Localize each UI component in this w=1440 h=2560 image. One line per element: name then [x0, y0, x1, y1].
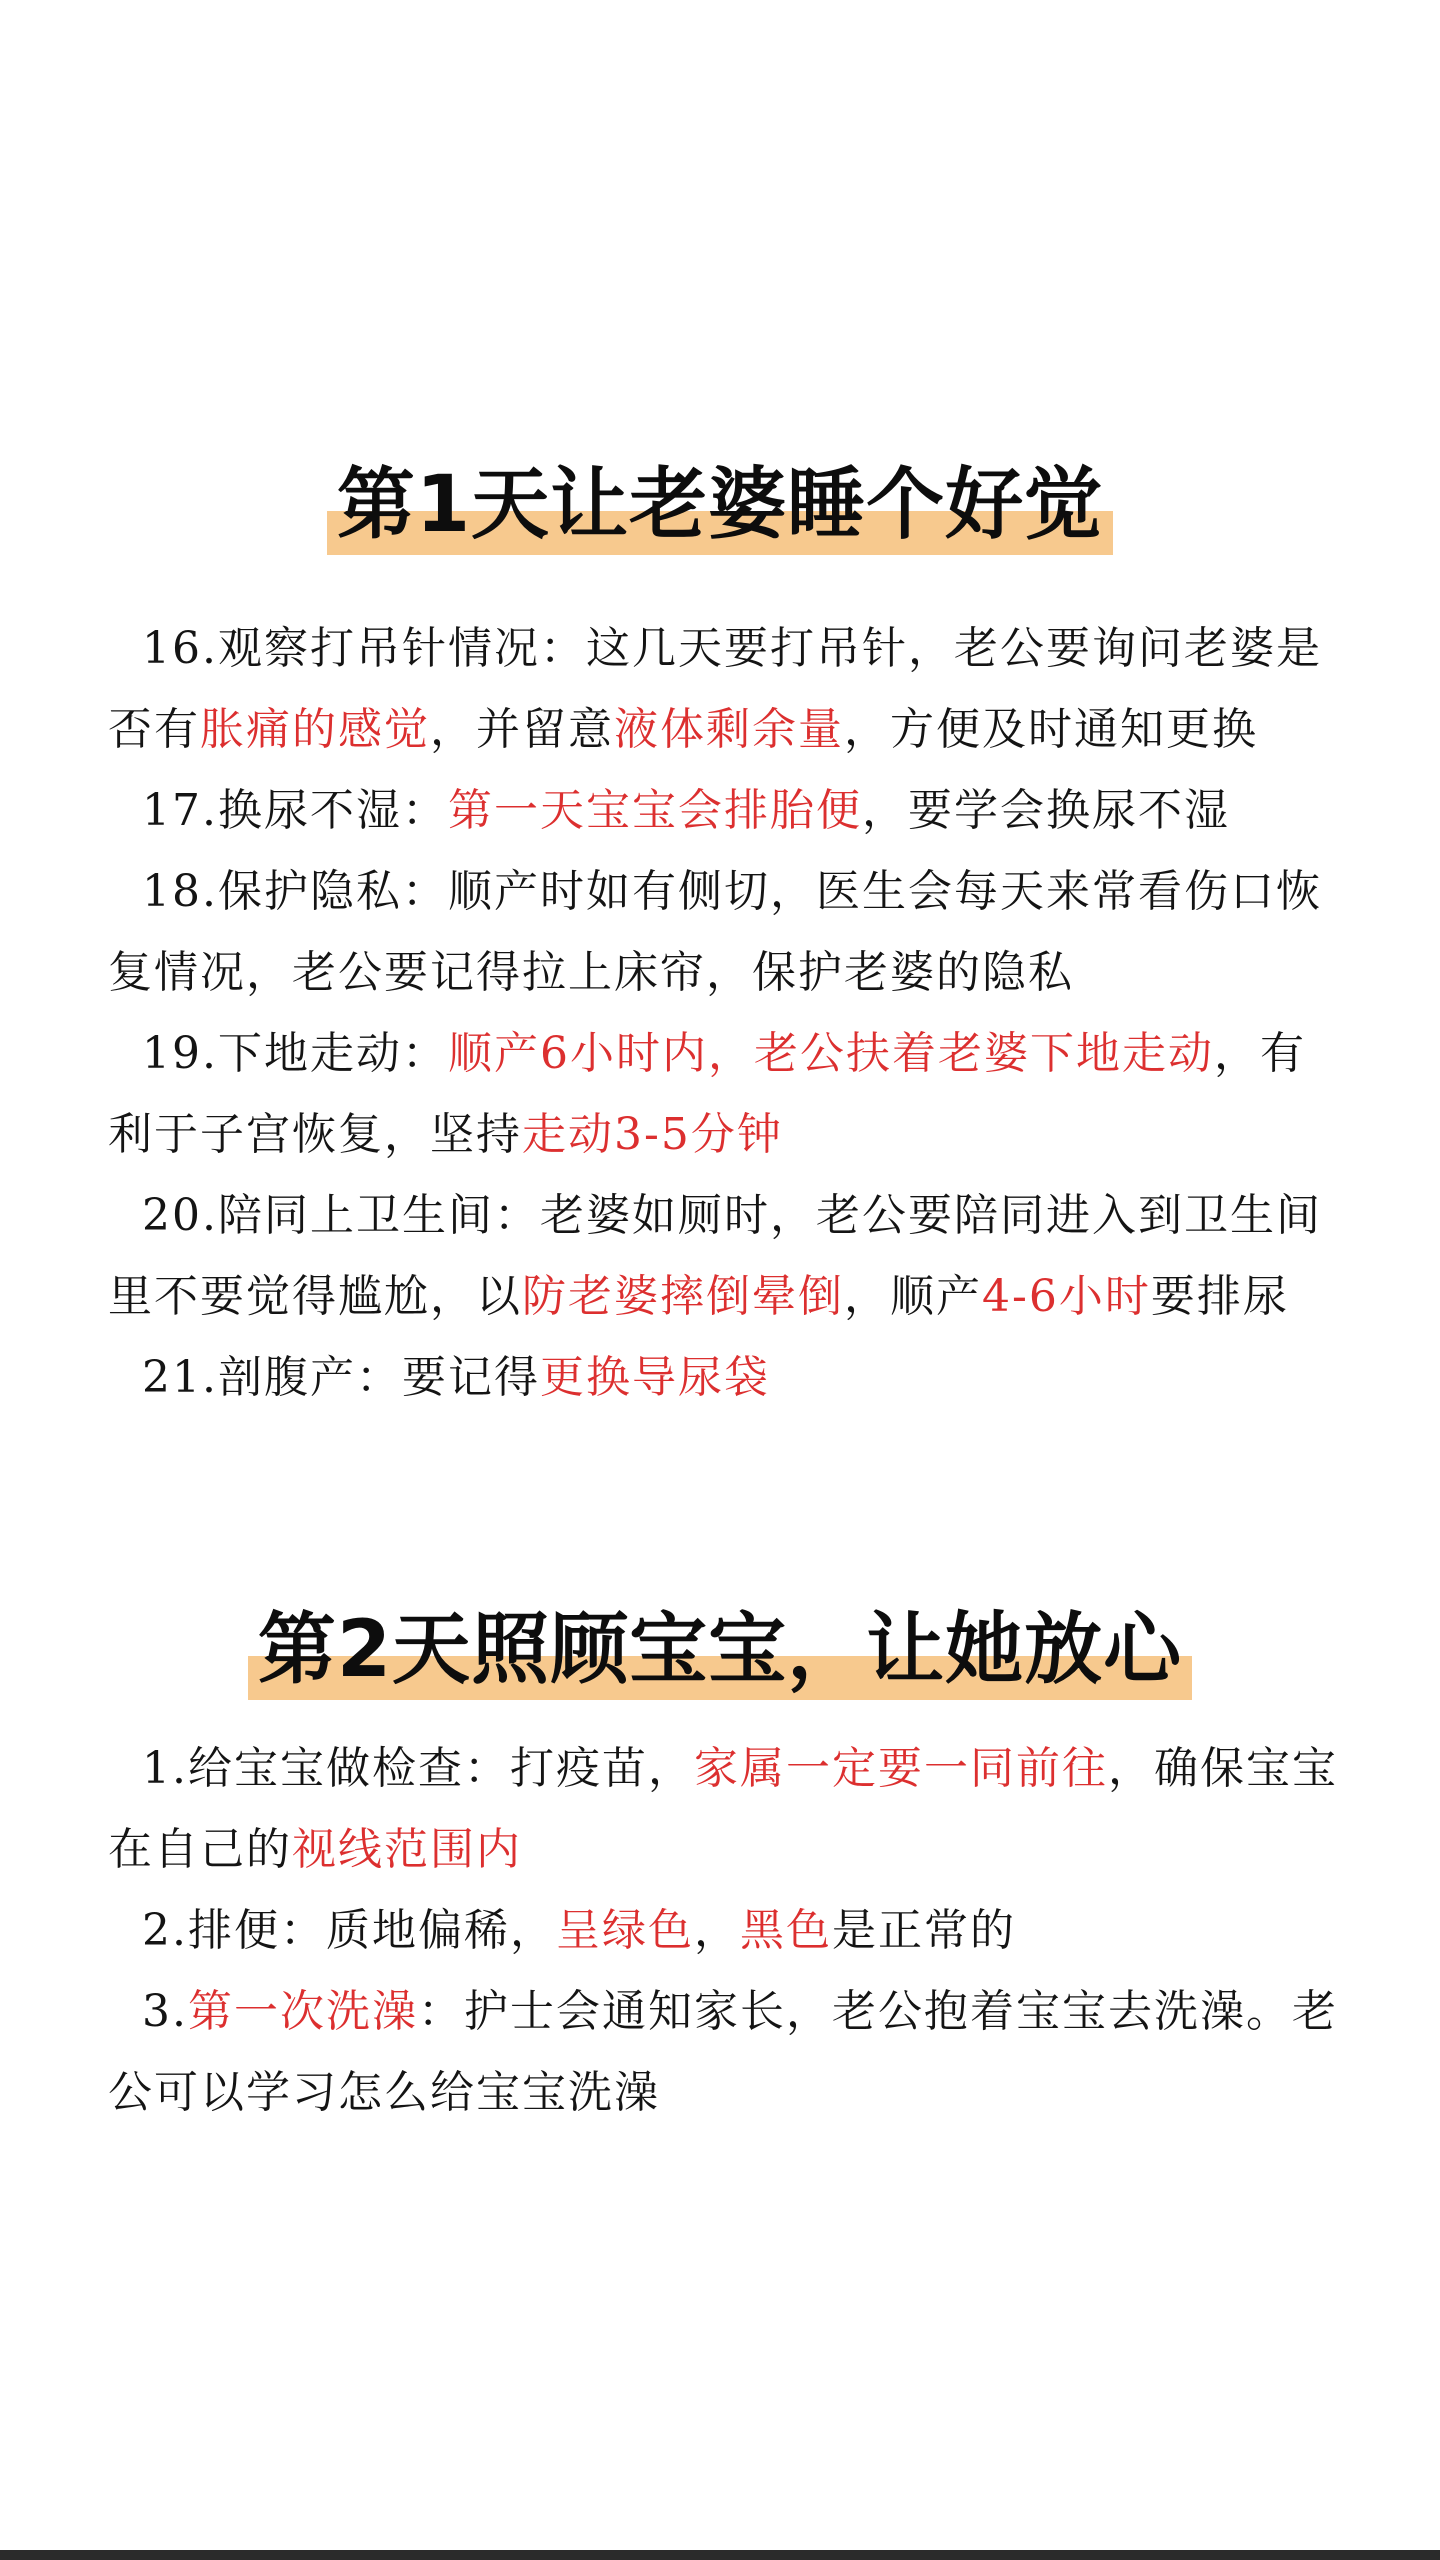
body-text: 20.陪同上卫生间：老婆如厕时，老公要陪同进入到卫生间里不要觉得尴尬，以 [108, 1190, 1322, 1322]
bottom-divider [0, 2550, 1440, 2560]
list-item [108, 1728, 1348, 1890]
body-text: 18.保护隐私：顺产时如有侧切，医生会每天来常看伤口恢复情况，老公要记得拉上床帘，保护老婆的隐私 [108, 866, 1322, 998]
highlighted-text: 第一天宝宝会排胎便 [447, 785, 862, 836]
body-text: ，有利于子宫恢复，坚持 [108, 1028, 1306, 1160]
highlighted-text: 走动3-5分钟 [522, 1109, 783, 1160]
body-text: ，方便及时通知更换 [844, 704, 1258, 755]
body-text: 要排尿 [1150, 1271, 1289, 1322]
list-item [108, 1337, 1348, 1418]
highlighted-text: 胀痛的感觉 [200, 704, 430, 755]
day2-list [108, 1728, 1348, 2133]
list-item [108, 851, 1348, 1013]
list-item [108, 608, 1348, 770]
highlighted-text: 黑色 [739, 1905, 832, 1956]
body-text: 16.观察打吊针情况：这几天要打吊针，老公要询问老婆是否有 [108, 623, 1322, 755]
body-text: ，确保宝宝在自己的 [108, 1743, 1338, 1875]
body-text: 17.换尿不湿： [142, 785, 448, 836]
list-item [108, 1013, 1348, 1175]
highlighted-text: 视线范围内 [292, 1824, 522, 1875]
list-item [108, 770, 1348, 851]
highlighted-text: 家属一定要一同前往 [693, 1743, 1108, 1794]
day1-heading-wrap [0, 455, 1440, 555]
highlighted-text: 顺产6小时内，老公扶着老婆下地走动 [447, 1028, 1214, 1079]
day2-heading-wrap [0, 1600, 1440, 1700]
list-item [108, 1890, 1348, 1971]
highlighted-text: 防老婆摔倒晕倒 [522, 1271, 844, 1322]
day1-list [108, 608, 1348, 1418]
body-text: ， [693, 1905, 740, 1956]
body-text: 3. [142, 1986, 188, 2037]
day1-heading [327, 455, 1113, 555]
list-item [108, 1971, 1348, 2133]
body-text: 是正常的 [831, 1905, 1016, 1956]
day1-heading-text: 第1天让老婆睡个好觉 [336, 460, 1104, 550]
highlighted-text: 呈绿色 [555, 1905, 694, 1956]
body-text: ，并留意 [430, 704, 614, 755]
day2-heading-text: 第2天照顾宝宝，让她放心 [257, 1605, 1183, 1695]
body-text: 21.剖腹产：要记得 [142, 1352, 540, 1403]
body-text: 1.给宝宝做检查：打疫苗， [142, 1743, 694, 1794]
body-text: 19.下地走动： [142, 1028, 448, 1079]
highlighted-text: 液体剩余量 [614, 704, 844, 755]
body-text: ：护士会通知家长，老公抱着宝宝去洗澡。老公可以学习怎么给宝宝洗澡 [108, 1986, 1338, 2118]
body-text: 2.排便：质地偏稀， [142, 1905, 556, 1956]
day2-heading [248, 1600, 1192, 1700]
highlighted-text: 更换导尿袋 [539, 1352, 770, 1403]
highlighted-text: 第一次洗澡 [187, 1986, 418, 2037]
body-text: ，要学会换尿不湿 [861, 785, 1230, 836]
list-item [108, 1175, 1348, 1337]
body-text: ，顺产 [844, 1271, 982, 1322]
highlighted-text: 4-6小时 [982, 1271, 1151, 1322]
